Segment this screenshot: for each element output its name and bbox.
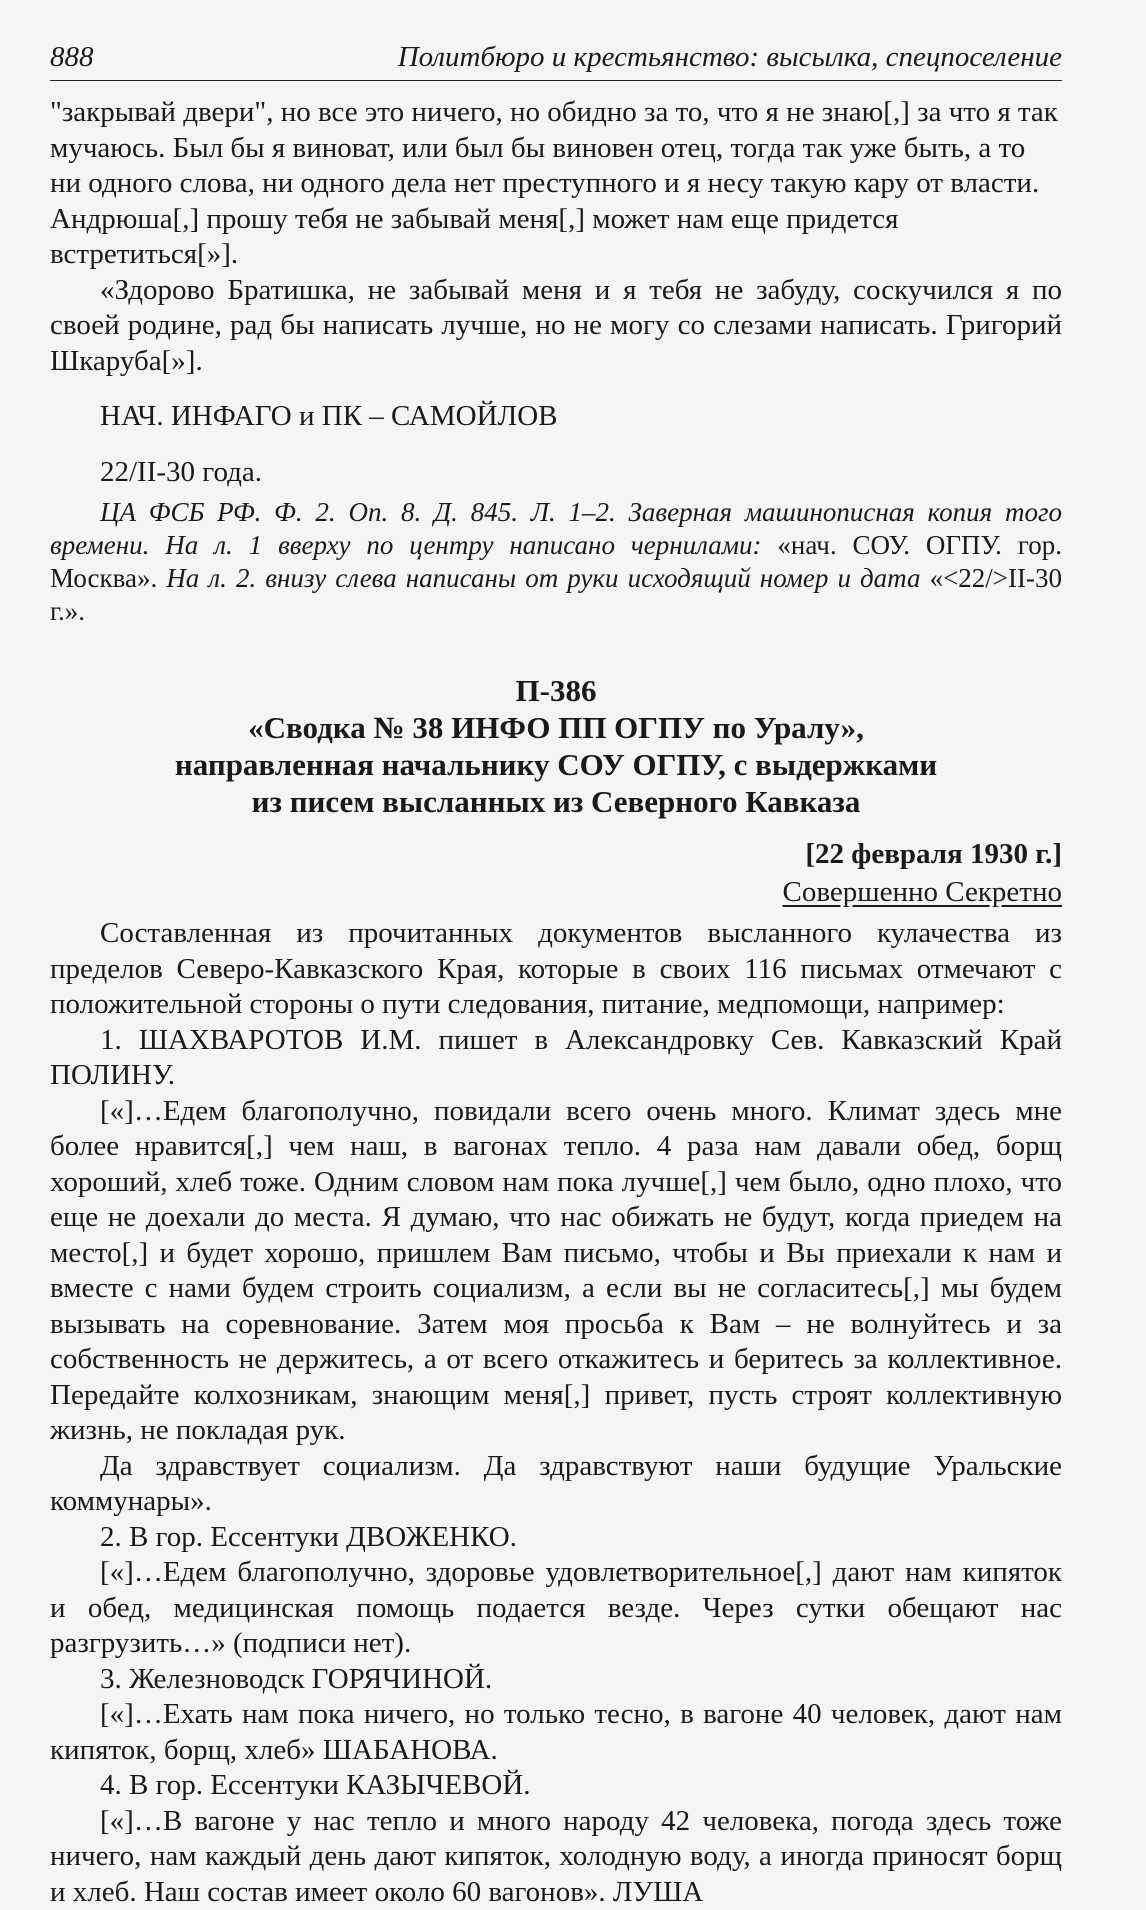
archival-source-note	[50, 496, 1062, 628]
document-date: [22 февраля 1930 г.]	[50, 836, 1062, 872]
source-quote1: «нач. СОУ. ОГПУ. гор. Москва».	[50, 530, 1062, 593]
classification-stamp	[50, 874, 1062, 910]
document-title-line3: из писем высланных из Северного Кавказа	[50, 783, 1062, 820]
item3-heading: 3. Железноводск ГОРЯЧИНОЙ.	[50, 1662, 1062, 1698]
signature-line: НАЧ. ИНФАГО и ПК – САМОЙЛОВ	[50, 399, 1062, 435]
item4-heading: 4. В гор. Ессентуки КАЗЫЧЕВОЙ.	[50, 1768, 1062, 1804]
document-title-line2: направленная начальнику СОУ ОГПУ, с выдержками	[50, 746, 1062, 783]
document-page	[50, 40, 1062, 1910]
item3-letter: [«]…Ехать нам пока ничего, но только тесно, в вагоне 40 человек, дают нам кипяток, борщ, хлеб» ШАБАНОВА.	[50, 1697, 1062, 1768]
letter-continuation-paragraph: "закрывай двери", но все это ничего, но обидно за то, что я не знаю[,] за что я так мучаюсь. Был бы я виноват, или был бы виновен отец, тогда так уже быть, а то ни одного слова, ни одного дела нет преступного и я несу такую кару от власти. Андрюша[,] прошу тебя не забывай меня[,] может нам еще придется встретиться[»].	[50, 95, 1062, 273]
item2-heading: 2. В гор. Ессентуки ДВОЖЕНКО.	[50, 1520, 1062, 1556]
body-intro: Составленная из прочитанных документов высланного кулачества из пределов Северо-Кавказского Края, которые в своих 116 письмах отмечают с положительной стороны о пути следования, питание, медпомощи, например:	[50, 916, 1062, 1023]
source-part2: На л. 2. внизу слева написаны от руки исходящий номер и дата	[166, 563, 920, 593]
source-part1: ЦА ФСБ РФ. Ф. 2. Оп. 8. Д. 845. Л. 1–2. Заверная машинописная копия того времени. На л. 1 вверху по центру написано чернилами:	[50, 497, 1062, 560]
item1-letter: [«]…Едем благополучно, повидали всего очень много. Климат здесь мне более нравится[,] чем наш, в вагонах тепло. 4 раза нам давали обед, борщ хороший, хлеб тоже. Одним словом нам пока лучше[,] чем было, одно плохо, что еще не доехали до места. Я думаю, что нас обижать не будут, когда приедем на место[,] и будет хорошо, пришлем Вам письмо, чтобы и Вы приехали к нам и вместе с нами будем строить социализм, а если вы не согласитесь[,] мы будем вызывать на соревнование. Затем моя просьба к Вам – не волнуйтесь и за собственность не держитесь, а от всего откажитесь и беритесь за коллективное. Передайте колхозникам, знающим меня[,] привет, пусть строят коллективную жизнь, не покладая рук.	[50, 1094, 1062, 1449]
letter-paragraph: «Здорово Братишка, не забывай меня и я тебя не забуду, соскучился я по своей родине, рад бы написать лучше, но не могу со слезами написать. Григорий Шкаруба[»].	[50, 273, 1062, 380]
document-title-line1: «Сводка № 38 ИНФО ПП ОГПУ по Уралу»,	[50, 709, 1062, 746]
item1-letter-end: Да здравствует социализм. Да здравствуют наши будущие Уральские коммунары».	[50, 1449, 1062, 1520]
source-quote2: «<22/>II-30 г.».	[50, 563, 1062, 626]
item2-letter: [«]…Едем благополучно, здоровье удовлетворительное[,] дают нам кипяток и обед, медицинская помощь подается везде. Через сутки обещают нас разгрузить…» (подписи нет).	[50, 1555, 1062, 1662]
item1-heading: 1. ШАХВАРОТОВ И.М. пишет в Александровку Сев. Кавказский Край ПОЛИНУ.	[50, 1023, 1062, 1094]
item4-letter: [«]…В вагоне у нас тепло и много народу 42 человека, погода здесь тоже ничего, нам каждый день дают кипяток, холодную воду, а иногда приносят борщ и хлеб. Наш состав имеет около 60 вагонов». ЛУША	[50, 1804, 1062, 1910]
running-head-title: Политбюро и крестьянство: высылка, спецпоселение	[398, 40, 1062, 74]
running-head	[50, 40, 1062, 81]
page-number: 888	[50, 40, 94, 74]
document-number: П-386	[50, 672, 1062, 709]
document-header	[50, 672, 1062, 820]
classification-text: Совершенно Секретно	[783, 876, 1062, 908]
date-line: 22/II-30 года.	[50, 455, 1062, 491]
